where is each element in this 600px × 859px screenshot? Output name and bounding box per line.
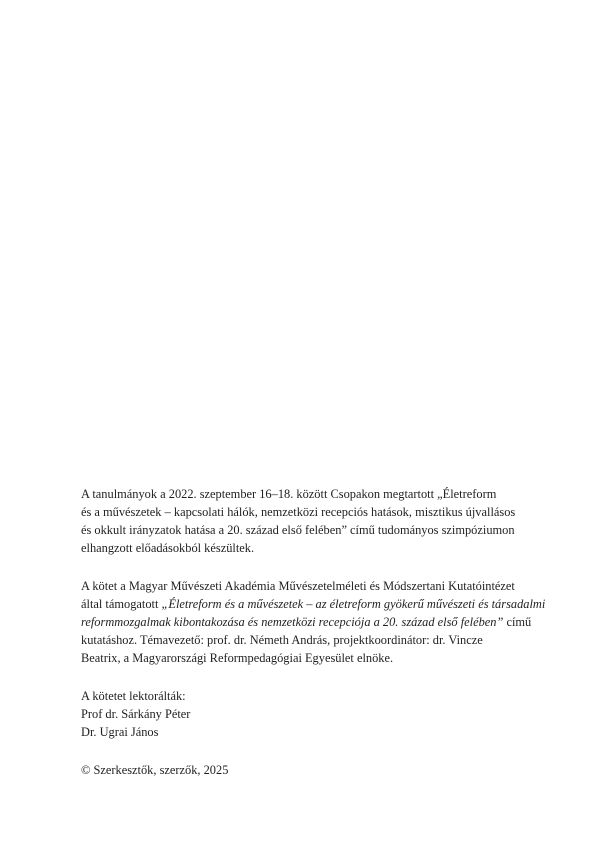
funding-line-4: kutatáshoz. Témavezető: prof. dr. Németh András, projektkoordinátor: dr. Vincze [81, 633, 483, 647]
funding-line-2-prefix: által támogatott [81, 597, 162, 611]
reviewers-block [81, 687, 521, 741]
funding-paragraph [81, 577, 546, 667]
funding-line-5: Beatrix, a Magyarországi Reformpedagógiai Egyesület elnöke. [81, 651, 394, 665]
symposium-line-4: elhangzott előadásokból készültek. [81, 541, 255, 555]
reviewer-name: Dr. Ugrai János [81, 725, 159, 739]
funding-line-2 [81, 595, 546, 613]
project-title-part-1: „Életreform és a művészetek – az életreform gyökerű művészeti és társadalmi [161, 597, 546, 611]
reviewer-name: Prof dr. Sárkány Péter [81, 707, 191, 721]
colophon-block [81, 485, 546, 779]
paragraph-spacer [81, 667, 521, 687]
symposium-paragraph [81, 485, 521, 557]
copyright-line [81, 761, 521, 779]
paragraph-spacer [81, 741, 521, 761]
funding-line-1: A kötet a Magyar Művészeti Akadémia Művészetelméleti és Módszertani Kutatóintézet [81, 579, 515, 593]
copyright-text: © Szerkesztők, szerzők, 2025 [81, 763, 229, 777]
funding-line-3-suffix: című [503, 615, 532, 629]
paragraph-spacer [81, 557, 521, 577]
reviewers-heading: A kötetet lektorálták: [81, 689, 186, 703]
symposium-line-1: A tanulmányok a 2022. szeptember 16–18. között Csopakon megtartott „Életreform [81, 487, 497, 501]
funding-line-3 [81, 613, 532, 631]
symposium-line-3: és okkult irányzatok hatása a 20. század első felében” című tudományos szimpóziumon [81, 523, 515, 537]
project-title-part-2: reformmozgalmak kibontakozása és nemzetközi recepciója a 20. század első felében” [81, 615, 504, 629]
symposium-line-2: és a művészetek – kapcsolati hálók, nemzetközi recepciós hatások, misztikus újvallásos [81, 505, 516, 519]
